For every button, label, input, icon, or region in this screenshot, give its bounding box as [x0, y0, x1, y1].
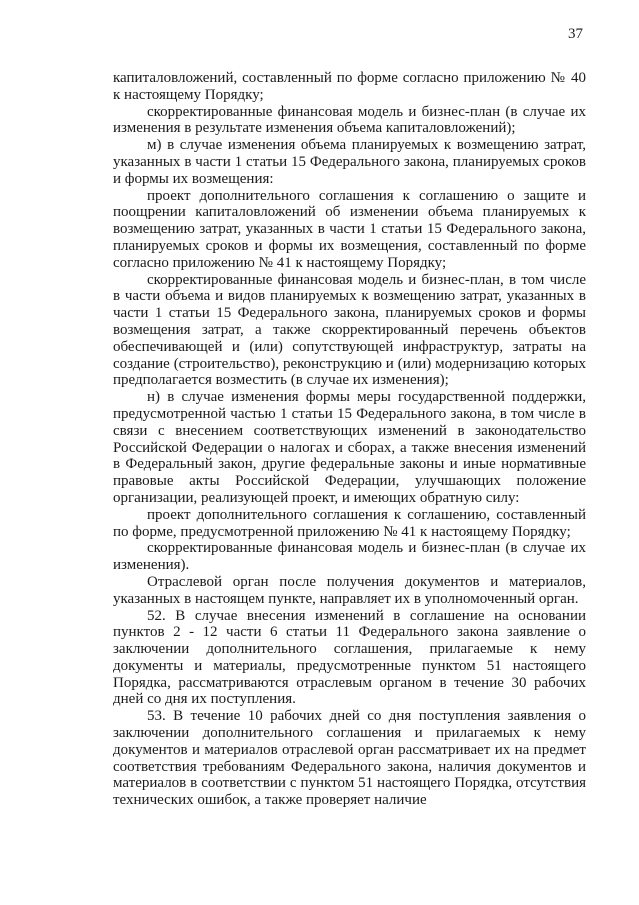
- paragraph: проект дополнительного соглашения к соглашению о защите и поощрении капиталовложений об изменении объема планируемых к возмещению затрат, указанных в части 1 статьи 15 Федерального закона, планируемых сроков и формы их возмещения, составленный по форме согласно приложению № 41 к настоящему Порядку;: [113, 187, 586, 271]
- paragraph: скорректированные финансовая модель и бизнес-план (в случае их изменения в результате изменения объема капиталовложений);: [113, 103, 586, 137]
- paragraph: скорректированные финансовая модель и бизнес-план, в том числе в части объема и видов планируемых к возмещению затрат, указанных в части 1 статьи 15 Федерального закона, планируемых сроков и формы возмещения затрат, а также скорректированный перечень объектов обеспечивающей и (или) сопутствующей инфраструктур, затраты на создание (строительство), реконструкцию и (или) модернизацию которых предполагается возместить (в случае их изменения);: [113, 271, 586, 389]
- paragraph: Отраслевой орган после получения документов и материалов, указанных в настоящем пункте, направляет их в уполномоченный орган.: [113, 573, 586, 607]
- paragraph: проект дополнительного соглашения к соглашению, составленный по форме, предусмотренной приложению № 41 к настоящему Порядку;: [113, 506, 586, 540]
- document-body: [113, 70, 586, 809]
- paragraph: капиталовложений, составленный по форме согласно приложению № 40 к настоящему Порядку;: [113, 70, 586, 103]
- paragraph: 52. В случае внесения изменений в соглашение на основании пунктов 2 - 12 части 6 статьи 11 Федерального закона заявление о заключении дополнительного соглашения, прилагаемые к нему документы и материалы, предусмотренные пунктом 51 настоящего Порядка, рассматриваются отраслевым органом в течение 30 рабочих дней со дня их поступления.: [113, 607, 586, 708]
- paragraph: н) в случае изменения формы меры государственной поддержки, предусмотренной частью 1 статьи 15 Федерального закона, в том числе в связи с внесением соответствующих изменений в законодательство Российской Федерации о налогах и сборах, а также внесения изменений в Федеральный закон, другие федеральные законы и иные нормативные правовые акты Российской Федерации, улучшающих положение организации, реализующей проект, и имеющих обратную силу:: [113, 389, 586, 506]
- paragraph: 53. В течение 10 рабочих дней со дня поступления заявления о заключении дополнительного соглашения и прилагаемых к нему документов и материалов отраслевой орган рассматривает их на предмет соответствия требованиям Федерального закона, наличия документов и материалов в соответствии с пунктом 51 настоящего Порядка, отсутствия технических ошибок, а также проверяет наличие: [113, 708, 586, 809]
- paragraph: м) в случае изменения объема планируемых к возмещению затрат, указанных в части 1 статьи 15 Федерального закона, планируемых сроков и формы их возмещения:: [113, 137, 586, 187]
- paragraph: скорректированные финансовая модель и бизнес-план (в случае их изменения).: [113, 540, 586, 574]
- page-number: 37: [568, 26, 583, 42]
